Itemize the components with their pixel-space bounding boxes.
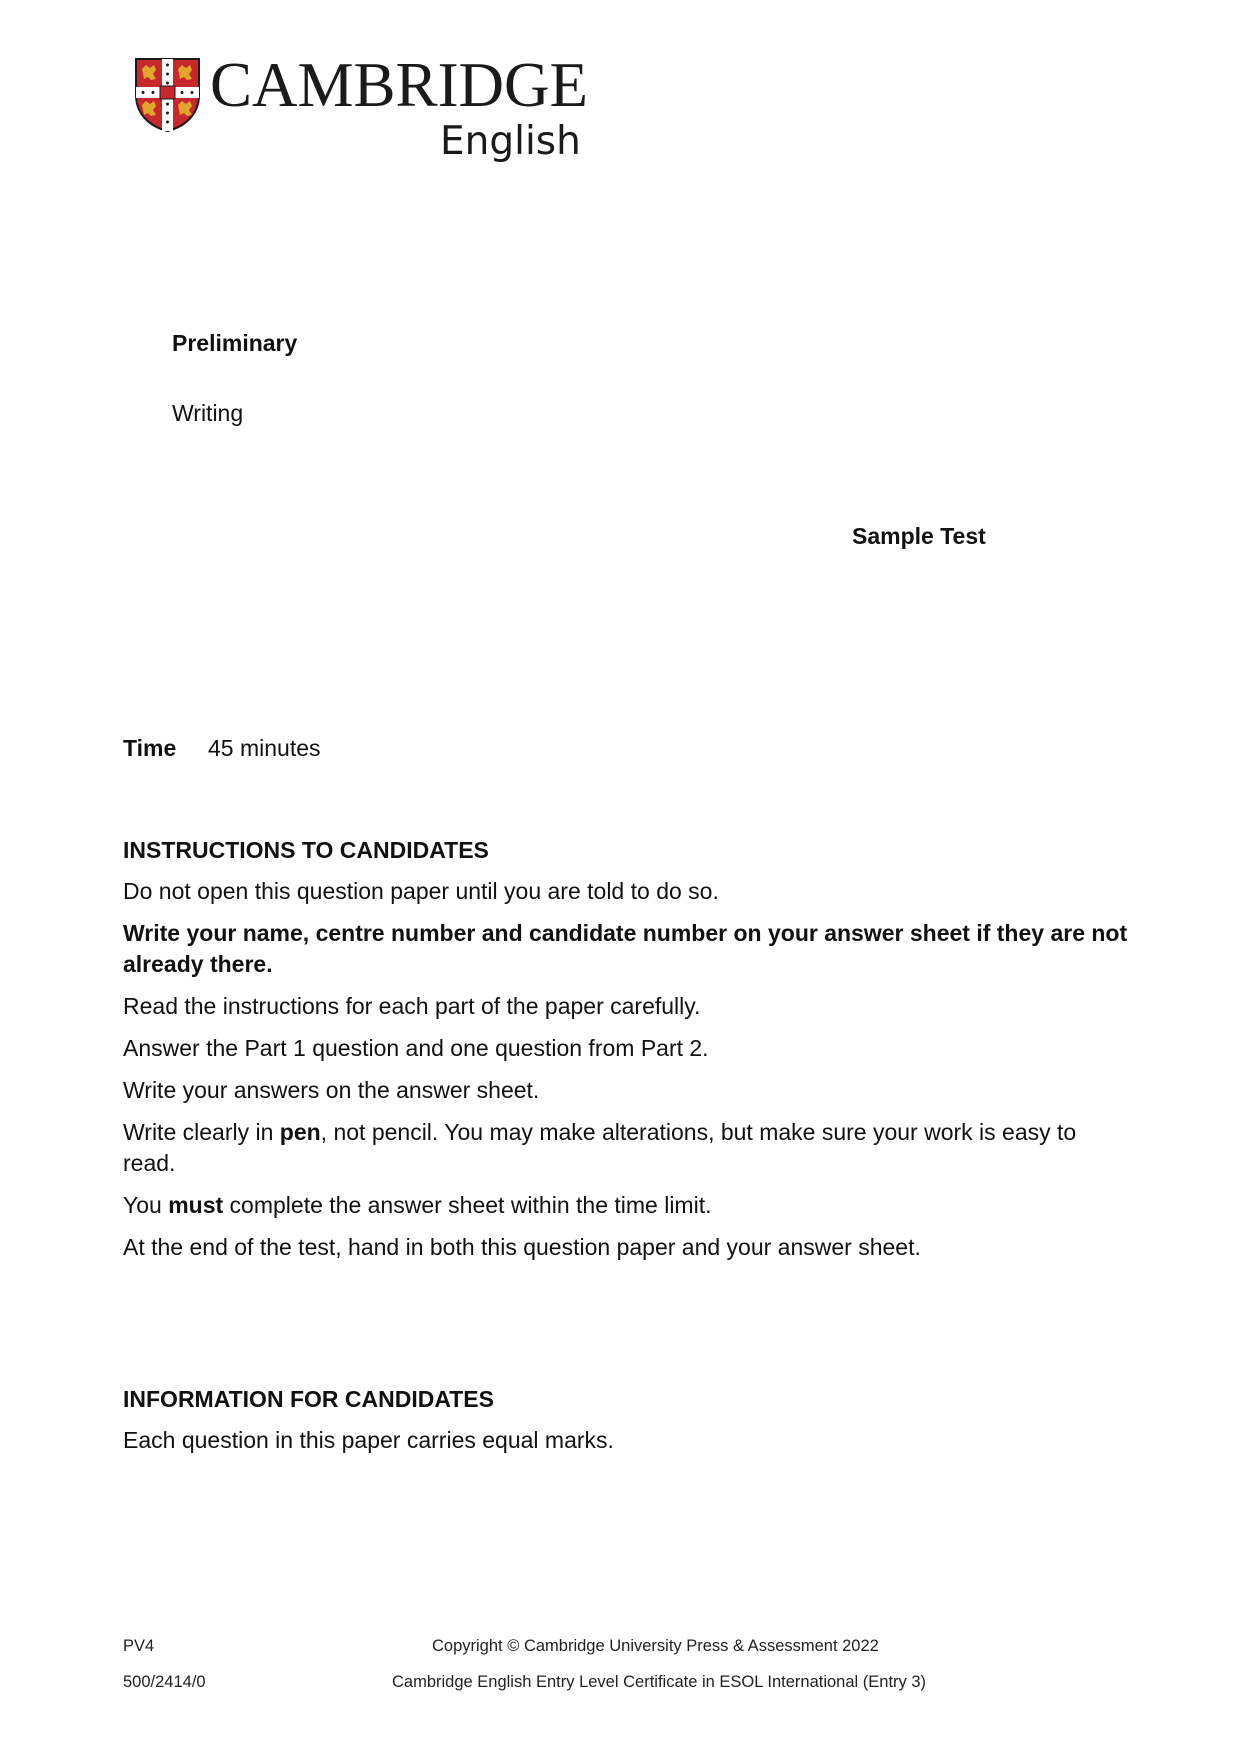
- instruction-line: Do not open this question paper until you are told to do so.: [123, 878, 719, 904]
- instruction-emphasis: must: [168, 1192, 224, 1218]
- instruction-line: [123, 1117, 1133, 1179]
- instruction-line: Write your answers on the answer sheet.: [123, 1077, 540, 1103]
- logo-subtitle: English: [440, 119, 581, 164]
- certificate-name: Cambridge English Entry Level Certificate in ESOL International (Entry 3): [392, 1673, 927, 1691]
- time-value: 45 minutes: [208, 735, 321, 761]
- exam-level: Preliminary: [172, 330, 298, 356]
- instruction-text: complete the answer sheet within the time limit.: [223, 1192, 712, 1218]
- information-line: Each question in this paper carries equal marks.: [123, 1427, 614, 1453]
- information-heading: INFORMATION FOR CANDIDATES: [123, 1386, 494, 1412]
- instruction-line: Write your name, centre number and candidate number on your answer sheet if they are not already there.: [123, 920, 1128, 977]
- paper-name: Writing: [172, 400, 244, 426]
- sample-test-label: Sample Test: [852, 523, 986, 549]
- qualification-reference: 500/2414/0: [123, 1673, 206, 1691]
- paper-code: PV4: [123, 1637, 155, 1655]
- instruction-emphasis: pen: [279, 1119, 321, 1145]
- time-label: Time: [123, 735, 177, 761]
- university-crest-icon: [134, 57, 201, 133]
- instruction-line: At the end of the test, hand in both this question paper and your answer sheet.: [123, 1234, 921, 1260]
- copyright-notice: Copyright © Cambridge University Press & Assessment 2022: [432, 1637, 879, 1655]
- instruction-line: [123, 1190, 1133, 1221]
- instruction-line: Read the instructions for each part of the paper carefully.: [123, 993, 701, 1019]
- instruction-text: , not pencil. You may make alterations, but make sure your work is easy to read.: [123, 1119, 1077, 1176]
- logo-wordmark: CAMBRIDGE: [210, 50, 589, 120]
- instruction-text: You: [123, 1192, 169, 1218]
- instruction-line: Answer the Part 1 question and one question from Part 2.: [123, 1035, 709, 1061]
- instruction-text: Write clearly in: [123, 1119, 280, 1145]
- instructions-section: [123, 835, 1133, 1274]
- information-section: [123, 1384, 1133, 1467]
- instructions-heading: INSTRUCTIONS TO CANDIDATES: [123, 837, 489, 863]
